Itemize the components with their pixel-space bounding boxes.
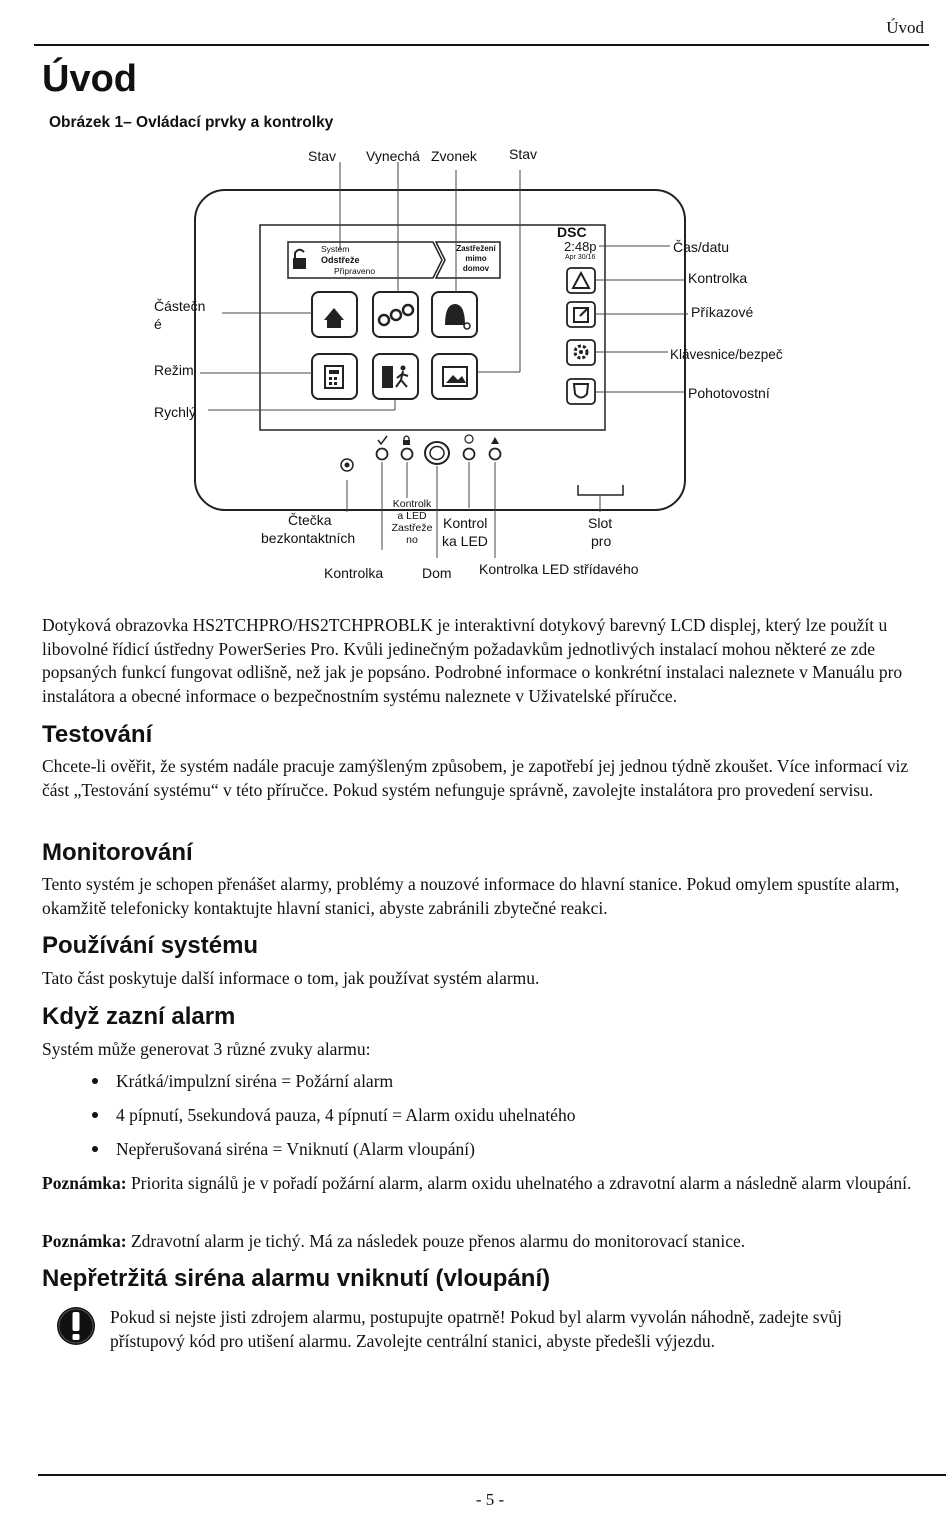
warning-text: Pokud si nejste jisti zdrojem alarmu, postupujte opatrně! Pokud byl alarm vyvolán náhodně, zadejte svůj přístupový kód pro utišení alarmu. Zavolejte centrální stanici, abyste předešli výjezdu.: [110, 1307, 842, 1351]
heading-nepretrzita: Nepřetržitá siréna alarmu vniknutí (vloupání): [42, 1265, 551, 1292]
label-kontrolka-led-stridaveho: Kontrolka LED střídavého: [479, 561, 639, 577]
away-button-frame: [373, 354, 418, 399]
screen-arm-line-2: mimo: [465, 254, 487, 263]
label-led-zastrezeno-line-2: a LED: [397, 510, 427, 522]
label-castecne-line-2: é: [154, 316, 162, 332]
label-led-zastrezeno-line-4: no: [406, 534, 418, 546]
screen-status-mode: Odstřeže: [321, 255, 360, 265]
label-castecne-line-1: Částečn: [154, 298, 206, 314]
label-kontrolka-led-line-2: ka LED: [442, 533, 488, 549]
pouzivani-paragraph: Tato část poskytuje další informace o tom, jak používat systém alarmu.: [42, 968, 540, 988]
label-prikazove: Příkazové: [691, 304, 754, 320]
list-item: Nepřerušovaná siréna = Vniknutí (Alarm vloupání): [92, 1139, 475, 1160]
door-icon: [382, 366, 393, 388]
bullet-dot: [92, 1078, 98, 1084]
label-kontrolka-right: Kontrolka: [688, 270, 748, 286]
label-rychly: Rychlý: [154, 404, 197, 420]
screen-arm-line-3: domov: [462, 264, 490, 273]
label-ctecka-line-1: Čtečka: [288, 512, 332, 528]
screen-status-system: Systém: [321, 244, 350, 254]
bullet-dot: [92, 1146, 98, 1152]
label-slot-line-2: pro: [591, 533, 612, 549]
list-item: 4 pípnutí, 5sekundová pauza, 4 pípnutí = Alarm oxidu uhelnatého: [92, 1105, 575, 1126]
screen-brand-logo: DSC: [557, 224, 587, 240]
label-rezim: Režim: [154, 362, 194, 378]
header-rule: [34, 44, 929, 46]
label-stav-2: Stav: [509, 146, 538, 162]
label-kontrolka-bottom: Kontrolka: [324, 565, 384, 581]
label-vynecha: Vynechá: [366, 148, 420, 164]
keypad-figure: [140, 140, 820, 588]
label-slot-line-1: Slot: [588, 515, 613, 531]
emergency-button-frame: [567, 379, 595, 404]
label-stav-1: Stav: [308, 148, 337, 164]
page-number: - 5 -: [475, 1490, 505, 1509]
keypad-button-frame: [312, 354, 357, 399]
heading-testovani: Testování: [42, 721, 153, 748]
screen-status-ready: Připraveno: [334, 266, 376, 276]
alarm-paragraph: Systém může generovat 3 různé zvuky alarmu:: [42, 1039, 371, 1059]
bullet-dot: [92, 1112, 98, 1118]
label-klavesnice: Klávesnice/bezpeč: [670, 347, 783, 362]
running-header: Úvod: [886, 18, 924, 37]
padlock-icon: [293, 258, 306, 269]
label-led-zastrezeno-line-3: Zastřeže: [391, 522, 433, 534]
note-priority: [42, 1172, 938, 1196]
intro-paragraph: Dotyková obrazovka HS2TCHPRO/HS2TCHPROBLK je interaktivní dotykový barevný LCD displej, který lze použít u libovolné řídicí ústředny PowerSeries Pro. Kvůli jedinečným požadavkům jednotlivých instalací mohou některé ze zde popsaných funkcí fungovat odlišně, než jak je popsáno. Podrobné informace o konkrétní instalaci naleznete v Manuálu pro instalátora a obecné informace o bezpečnostním systému naleznete v Uživatelské příručce.: [42, 615, 903, 706]
note-medical-text: Zdravotní alarm je tichý. Má za následek pouze přenos alarmu do monitorovací stanice.: [126, 1231, 746, 1251]
note-label: Poznámka:: [42, 1231, 127, 1251]
warning-icon: [55, 1305, 97, 1347]
screen-date: Apr 30/16: [565, 254, 596, 261]
note-medical: [42, 1230, 938, 1254]
label-zvonek: Zvonek: [431, 148, 477, 164]
heading-pouzivani: Používání systému: [42, 932, 259, 959]
label-ctecka-line-2: bezkontaktních: [261, 530, 356, 546]
heading-monitorovani: Monitorování: [42, 839, 193, 866]
label-cas-datum: Čas/datu: [673, 239, 730, 255]
testovani-paragraph: Chcete-li ověřit, že systém nadále pracuje zamýšleným způsobem, je zapotřebí jej jednou týdně zkoušet. Více informací viz část „Testování systému“ v této příručce. Pokud systém nefunguje správně, zavolejte instalátora pro provedení servisu.: [42, 756, 909, 800]
label-dom: Dom: [422, 565, 452, 581]
footer-rule: [38, 1474, 946, 1476]
label-led-zastrezeno-line-1: Kontrolk: [392, 498, 432, 510]
screen-time: 2:48p: [564, 239, 597, 254]
label-pohotovostni: Pohotovostní: [688, 385, 770, 401]
heading-alarm: Když zazní alarm: [42, 1003, 236, 1030]
screen-arm-line-1: Zastřežení: [456, 244, 496, 253]
list-item: Krátká/impulzní siréna = Požární alarm: [92, 1071, 393, 1092]
note-label: Poznámka:: [42, 1173, 127, 1193]
note-priority-text: Priorita signálů je v pořadí požární alarm, alarm oxidu uhelnatého a zdravotní alarm a následně alarm vloupání.: [126, 1173, 912, 1193]
figure-caption: Obrázek 1– Ovládací prvky a kontrolky: [49, 114, 334, 131]
label-kontrolka-led-line-1: Kontrol: [443, 515, 488, 531]
monitorovani-paragraph: Tento systém je schopen přenášet alarmy, problémy a nouzové informace do hlavní stanice. Pokud omylem spustíte alarm, okamžitě telefonicky kontaktujte hlavní stanici, abyste zabránili zbytečné reakci.: [42, 874, 900, 918]
page-title: Úvod: [42, 58, 137, 100]
